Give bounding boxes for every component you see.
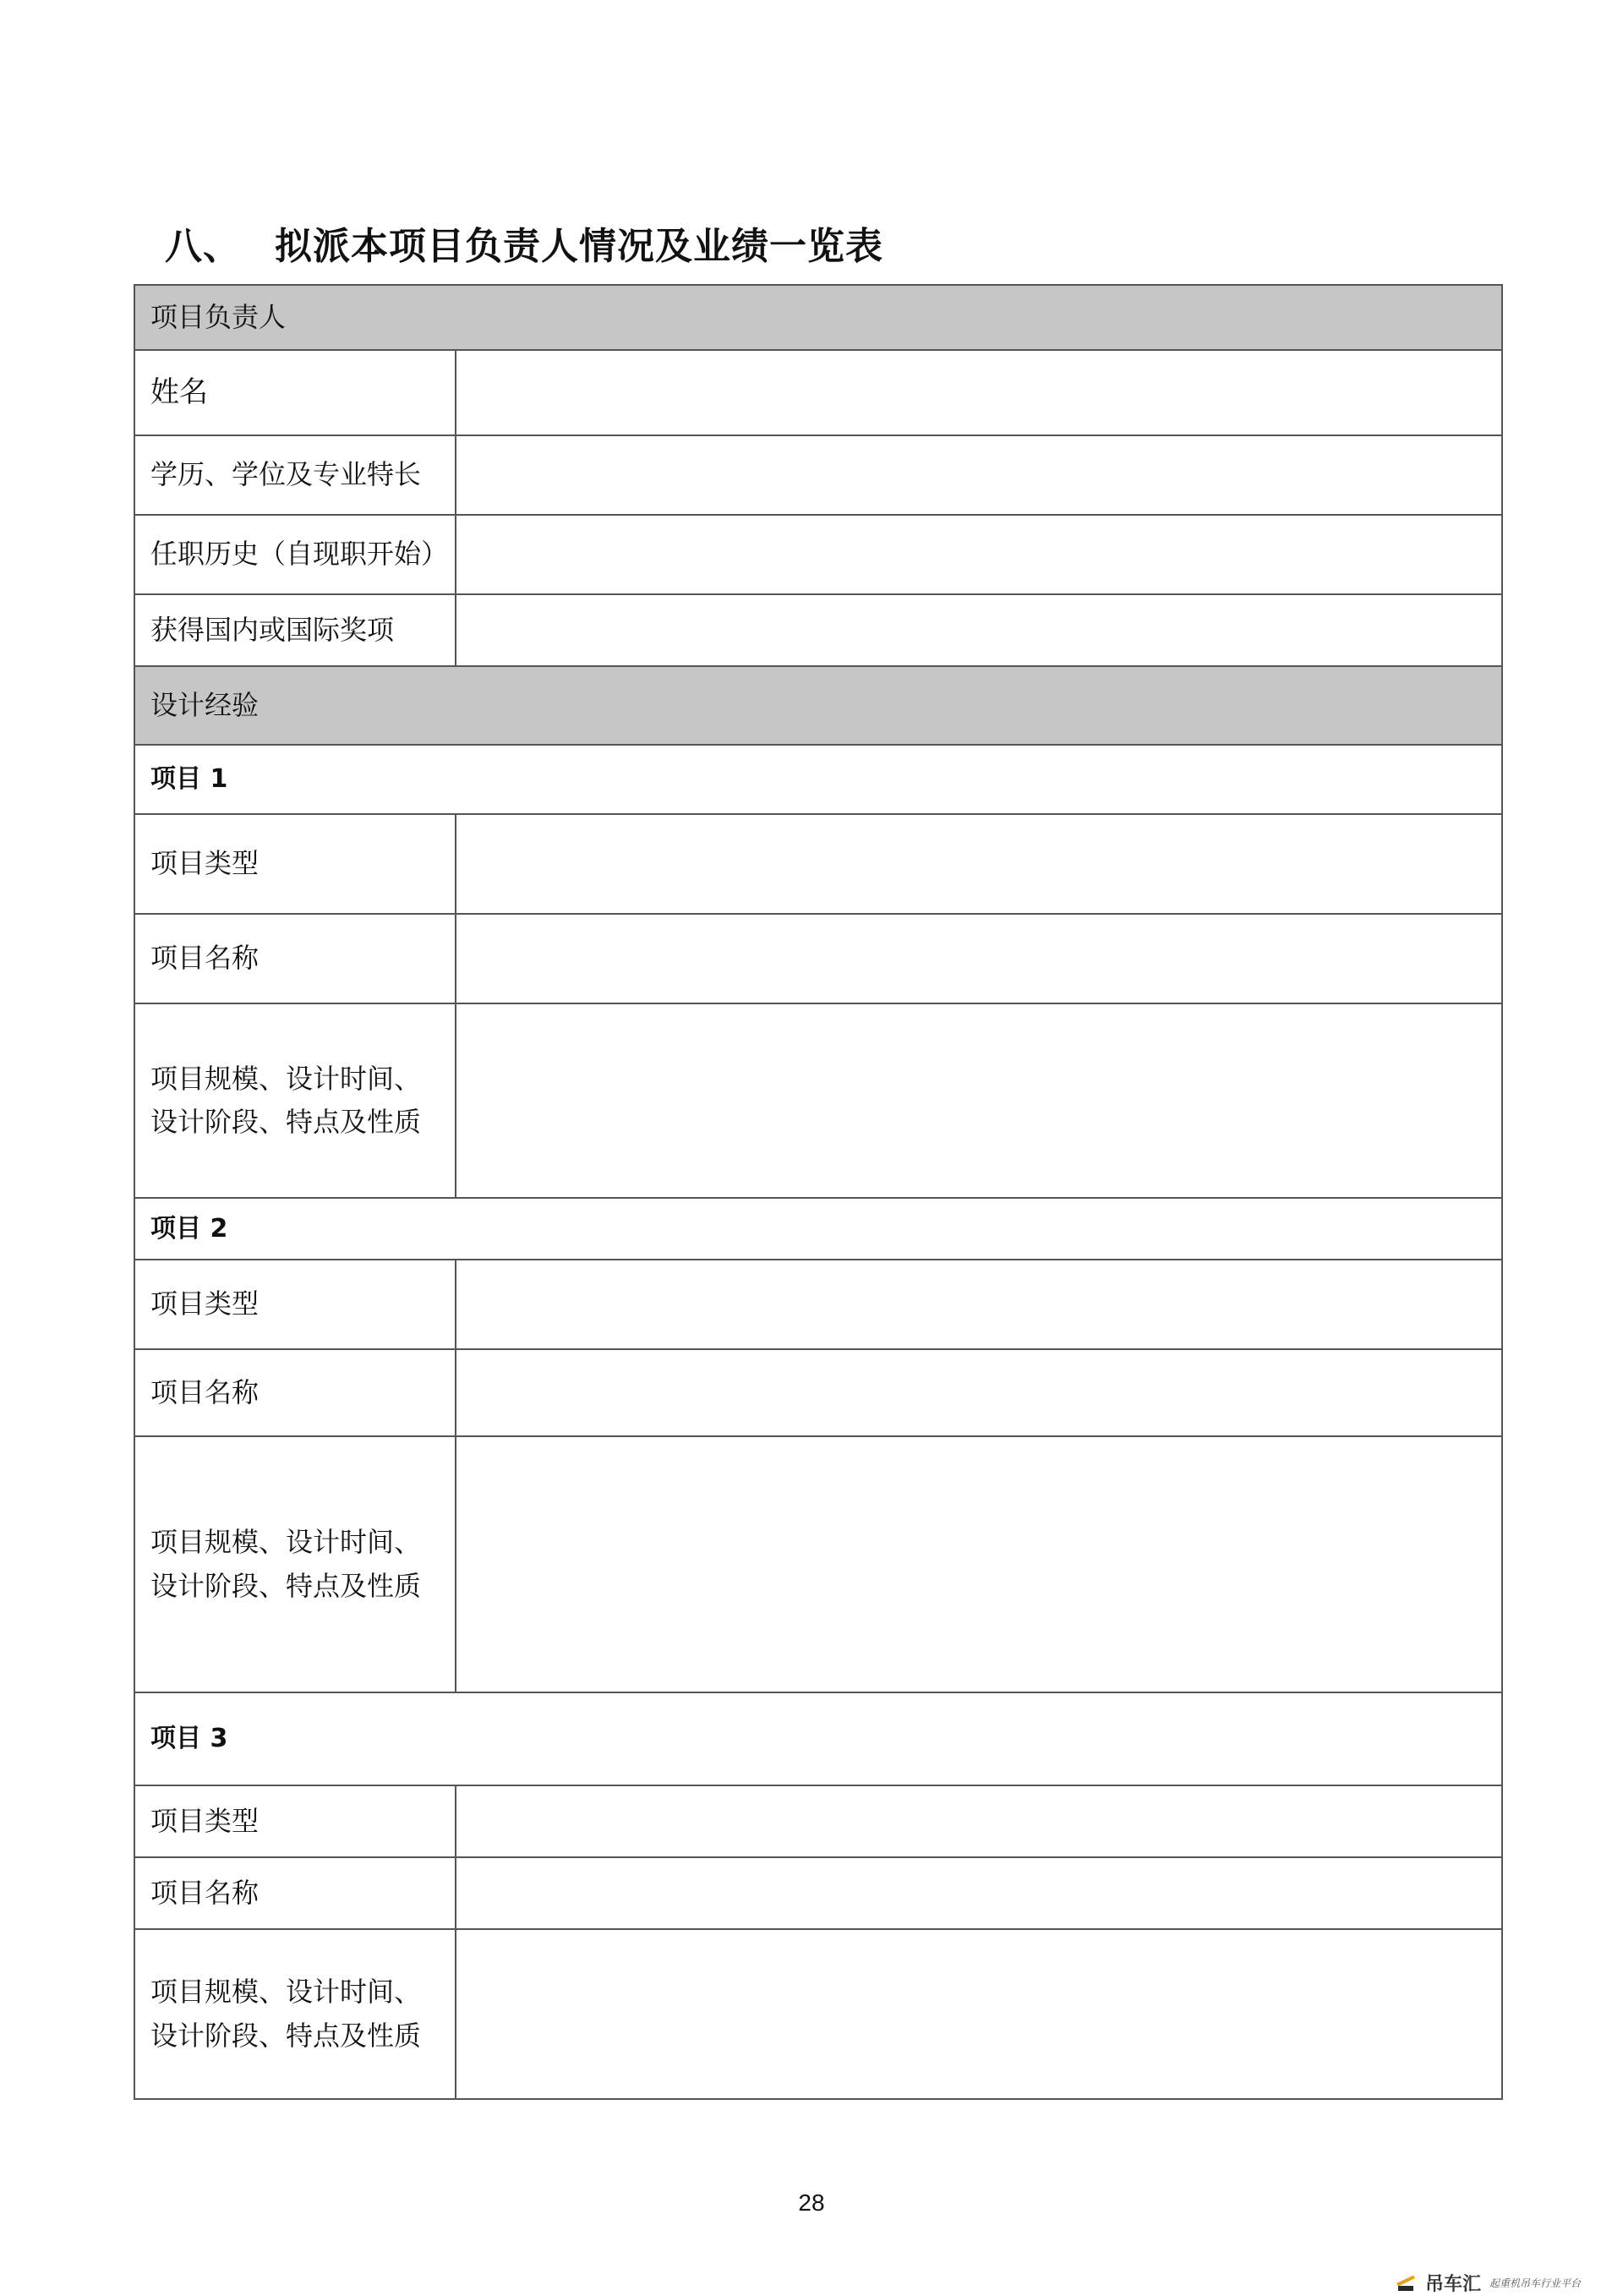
leader-performance-table bbox=[134, 284, 1503, 2100]
project-2-type-field[interactable] bbox=[456, 1260, 1502, 1349]
table-row bbox=[134, 1436, 1502, 1692]
page-number: 28 bbox=[798, 2189, 825, 2216]
crane-icon bbox=[1395, 2274, 1417, 2293]
project-3-type-label: 项目类型 bbox=[134, 1785, 456, 1857]
project-3-type-field[interactable] bbox=[456, 1785, 1502, 1857]
project-1-name-label: 项目名称 bbox=[134, 914, 456, 1003]
education-field[interactable] bbox=[456, 435, 1502, 515]
project-header-row bbox=[134, 1692, 1502, 1785]
name-field[interactable] bbox=[456, 350, 1502, 435]
watermark-name: 吊车汇 bbox=[1425, 2274, 1482, 2295]
name-label: 姓名 bbox=[134, 350, 456, 435]
section-design: 设计经验 bbox=[134, 666, 1502, 745]
table-row bbox=[134, 435, 1502, 515]
project-header-row bbox=[134, 745, 1502, 814]
project-3-name-label: 项目名称 bbox=[134, 1857, 456, 1929]
table-row bbox=[134, 1003, 1502, 1198]
awards-label: 获得国内或国际奖项 bbox=[134, 594, 456, 666]
section-leader: 项目负责人 bbox=[134, 285, 1502, 350]
table-row bbox=[134, 350, 1502, 435]
table-row bbox=[134, 515, 1502, 594]
table-row bbox=[134, 1929, 1502, 2099]
project-3-scale-field[interactable] bbox=[456, 1929, 1502, 2099]
project-2-name-label: 项目名称 bbox=[134, 1349, 456, 1436]
project-1-scale-field[interactable] bbox=[456, 1003, 1502, 1198]
project-3-header: 项目 3 bbox=[134, 1692, 1502, 1785]
table-row bbox=[134, 1857, 1502, 1929]
project-2-header: 项目 2 bbox=[134, 1198, 1502, 1260]
project-1-name-field[interactable] bbox=[456, 914, 1502, 1003]
education-label: 学历、学位及专业特长 bbox=[134, 435, 456, 515]
table-row bbox=[134, 814, 1502, 914]
project-3-scale-label: 项目规模、设计时间、设计阶段、特点及性质 bbox=[134, 1929, 456, 2099]
table-row bbox=[134, 1260, 1502, 1349]
table-row bbox=[134, 1785, 1502, 1857]
project-1-type-field[interactable] bbox=[456, 814, 1502, 914]
heading-text: 拟派本项目负责人情况及业绩一览表 bbox=[275, 225, 883, 268]
watermark-logo bbox=[1395, 2270, 1581, 2296]
heading-number: 八、 bbox=[165, 225, 241, 268]
table-row bbox=[134, 1349, 1502, 1436]
history-label: 任职历史（自现职开始） bbox=[134, 515, 456, 594]
project-header-row bbox=[134, 1198, 1502, 1260]
section-row-design bbox=[134, 666, 1502, 745]
project-3-name-field[interactable] bbox=[456, 1857, 1502, 1929]
project-1-type-label: 项目类型 bbox=[134, 814, 456, 914]
awards-field[interactable] bbox=[456, 594, 1502, 666]
section-row-leader bbox=[134, 285, 1502, 350]
table-row bbox=[134, 914, 1502, 1003]
project-2-scale-field[interactable] bbox=[456, 1436, 1502, 1692]
table-row bbox=[134, 594, 1502, 666]
project-2-name-field[interactable] bbox=[456, 1349, 1502, 1436]
project-1-scale-label: 项目规模、设计时间、设计阶段、特点及性质 bbox=[134, 1003, 456, 1198]
history-field[interactable] bbox=[456, 515, 1502, 594]
page-title bbox=[165, 216, 883, 270]
project-2-type-label: 项目类型 bbox=[134, 1260, 456, 1349]
watermark-tagline: 起重机吊车行业平台 bbox=[1489, 2277, 1582, 2289]
project-1-header: 项目 1 bbox=[134, 745, 1502, 814]
project-2-scale-label: 项目规模、设计时间、设计阶段、特点及性质 bbox=[134, 1436, 456, 1692]
